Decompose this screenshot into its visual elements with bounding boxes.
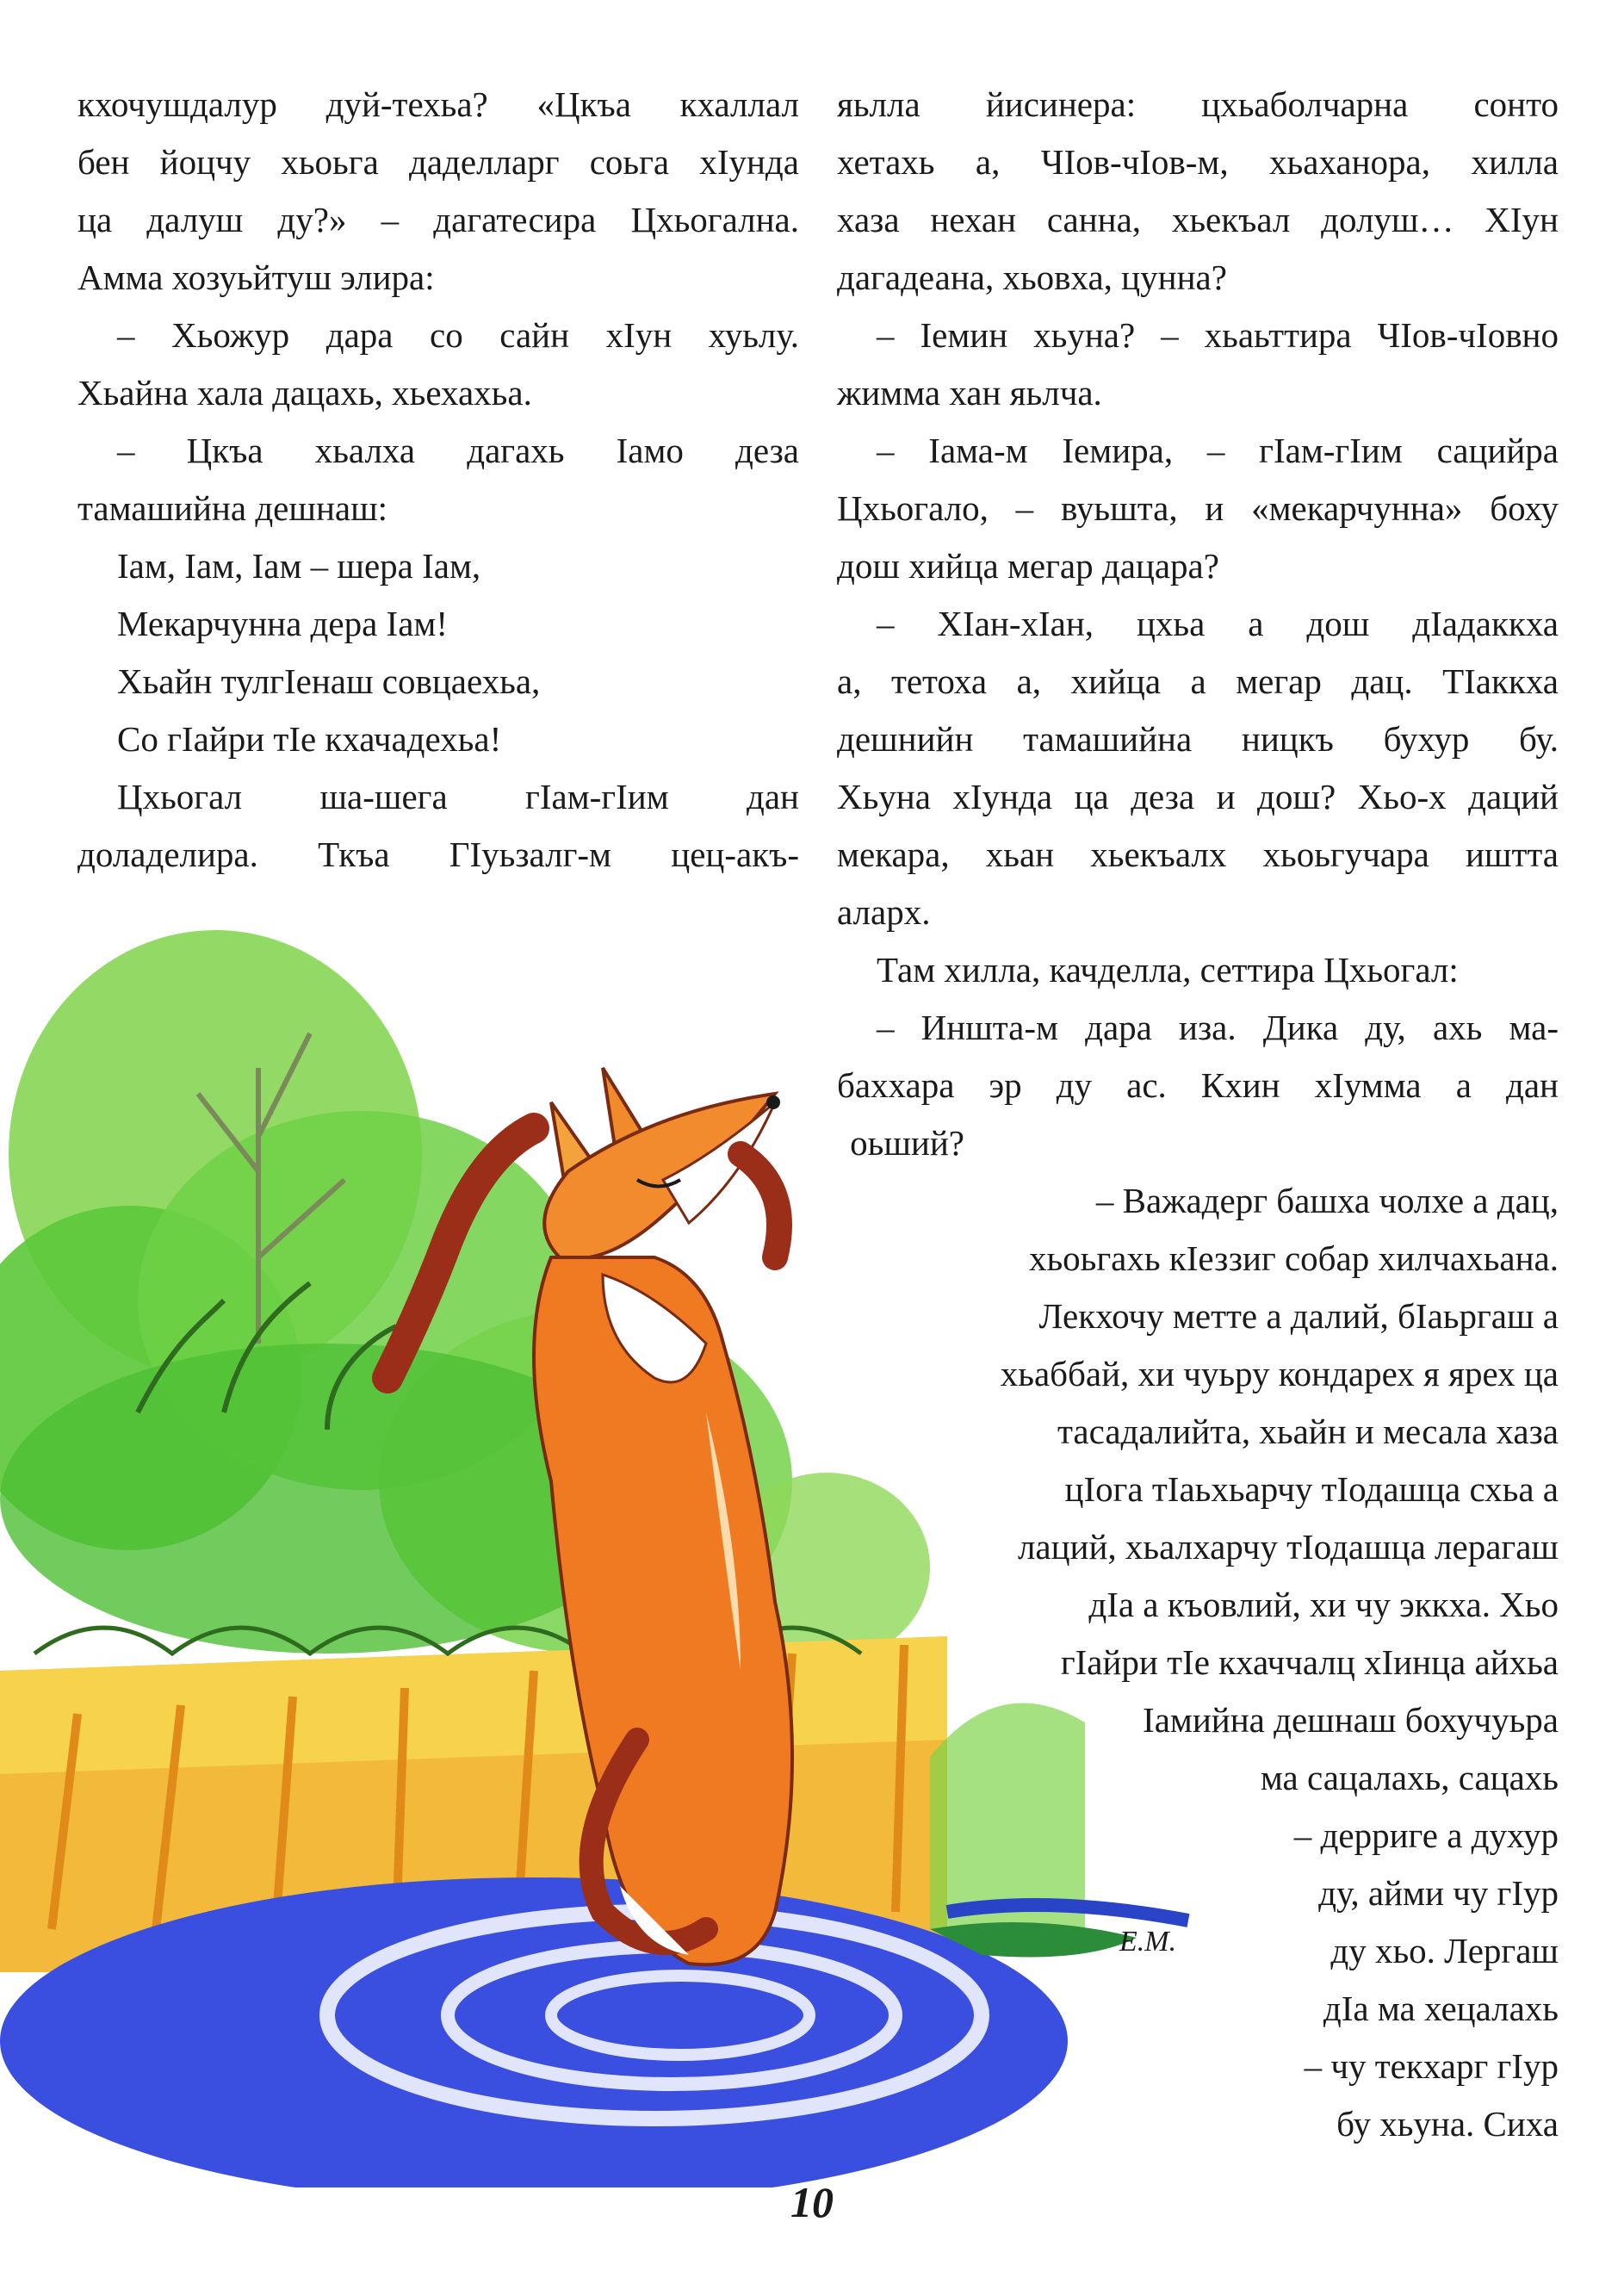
text-line: а, тетоха а, хийца а мегар дац. ТIаккха (837, 661, 1559, 701)
text-line: дешнийн тамашийна ницкъ бухур бу. (837, 719, 1559, 759)
text-line: оьший? (850, 1123, 964, 1163)
right-text-column (837, 76, 1559, 2153)
text-line: Цхьогало, – вуьшта, и «мекарчунна» боху (837, 488, 1559, 528)
text-line: Хьайна хала дацахь, хьехахьа. (77, 373, 532, 413)
text-line: хьаббай, хи чуьру кондарех я ярех ца (1000, 1354, 1559, 1393)
text-line: тамашийна дешнаш: (77, 488, 388, 528)
text-line: ду, айми чу гIур (1318, 1873, 1559, 1913)
text-line: хетахь а, ЧIов-чIов-м, хьаханора, хилла (837, 142, 1559, 182)
text-line: хаза нехан санна, хьекъал долуш… ХIун (837, 200, 1559, 239)
text-line: хьоьгахь кIеззиг собар хилчахьана. (1028, 1238, 1559, 1278)
text-line: ца далуш ду?» – дагатесира Цхьогална. (77, 200, 799, 239)
poem-line: Мекарчунна дера Iам! (117, 604, 448, 643)
text-line: – Iемин хьуна? – хьаьттира ЧIов-чIовно (877, 315, 1559, 355)
artist-signature: Е.М. (1119, 1926, 1177, 1958)
text-line: ду хьо. Лергаш (1330, 1931, 1559, 1970)
text-line: Амма хозуьйтуш элира: (77, 258, 435, 297)
text-line: Iамийна дешнаш бохучуьра (1143, 1700, 1559, 1740)
text-line: Там хилла, качделла, сеттира Цхьогал: (877, 950, 1459, 990)
bush-illustration (0, 930, 930, 1662)
text-line: – Цкъа хьалха дагахь Iамо деза (117, 431, 799, 470)
text-line: – чу текхарг гIур (1304, 2046, 1559, 2086)
text-line: – Хьожур дара со сайн хIун хуьлу. (117, 315, 799, 355)
text-line: мекара, хьан хьекъалх хьоьгучара иштта (837, 835, 1559, 874)
poem-line: Iам, Iам, Iам – шера Iам, (117, 546, 481, 586)
text-line: тасадалийта, хьайн и месала хаза (1057, 1412, 1559, 1451)
text-line: аларх. (837, 892, 931, 932)
text-line: дIа а къовлий, хи чу эккха. Хьо (1088, 1585, 1559, 1624)
text-line: – ХIан-хIан, цхьа а дош дIадаккха (877, 604, 1559, 643)
text-line: Лекхочу метте а далий, бIаьргаш а (1038, 1296, 1559, 1336)
text-line: – Иншта-м дара иза. Дика ду, ахь ма- (877, 1008, 1559, 1047)
text-line: – Важадерг башха чолхе а дац, (1095, 1181, 1559, 1220)
text-line: жимма хан яьлча. (837, 373, 1102, 413)
text-line: доладелира. Ткъа ГIуьзалг-м цец-акъ- (77, 835, 799, 874)
poem-line: Хьайн тулгIенаш совцаехьа, (117, 661, 541, 701)
text-line: бу хьуна. Сиха (1336, 2104, 1559, 2144)
text-line: лаций, хьалхарчу тIодашца лерагаш (1017, 1527, 1559, 1567)
text-line: – дерриге а духур (1293, 1815, 1559, 1855)
page-number: 10 (790, 2178, 834, 2226)
poem-line: Со гIайри тIе кхачадехьа! (117, 719, 502, 759)
text-line: Цхьогал ша-шега гIам-гIим дан (117, 777, 799, 816)
text-line: яьлла йисинера: цхьаболчарна сонто (837, 84, 1559, 124)
text-line: баххара эр ду ас. Кхин хIумма а дан (837, 1065, 1559, 1105)
text-line: дагадеана, хьовха, цунна? (837, 258, 1227, 297)
text-line: Хьуна хIунда ца деза и дош? Хьо-х даций (837, 777, 1559, 816)
text-line: бен йоцчу хьоьга даделларг соьга хIунда (77, 142, 799, 182)
left-text-column (77, 76, 799, 884)
text-line: ма сацалахь, сацахь (1260, 1758, 1559, 1797)
text-line: гIайри тIе кхаччалц хIинца айхьа (1060, 1642, 1559, 1682)
text-line: цIога тIаьхьарчу тIодашца схьа а (1064, 1469, 1559, 1509)
text-line: кхочушдалур дуй-техьа? «Цкъа кхаллал (77, 84, 799, 124)
text-line: – Iама-м Iемира, – гIам-гIим сацийра (877, 431, 1559, 470)
text-line: дош хийца мегар дацара? (837, 546, 1219, 586)
text-line: дIа ма хецалахь (1323, 1989, 1559, 2028)
